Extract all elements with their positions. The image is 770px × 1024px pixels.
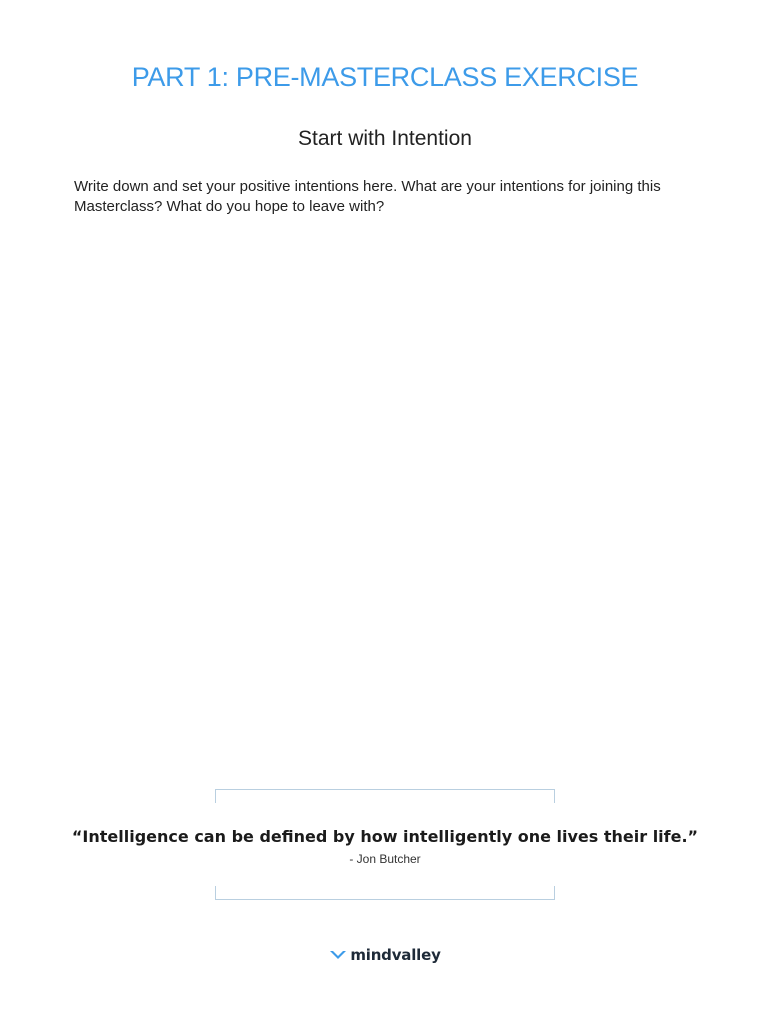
instructions-text: Write down and set your positive intentions here. What are your intentions for joining this Masterclass? What do you hope to leave with? [74, 178, 661, 215]
quote-text: “Intelligence can be defined by how intelligently one lives their life.” [71, 827, 699, 846]
section-title: Start with Intention [298, 127, 472, 150]
page-heading: PART 1: PRE-MASTERCLASS EXERCISE [131, 62, 639, 92]
brand-logo [0, 946, 770, 964]
quote-frame-top [215, 789, 555, 803]
mindvalley-chevron-icon [329, 949, 347, 961]
quote-author: - Jon Butcher [349, 852, 421, 866]
quote-frame-bottom [215, 886, 555, 900]
brand-name: mindvalley [350, 946, 441, 964]
writing-area[interactable] [74, 230, 694, 770]
